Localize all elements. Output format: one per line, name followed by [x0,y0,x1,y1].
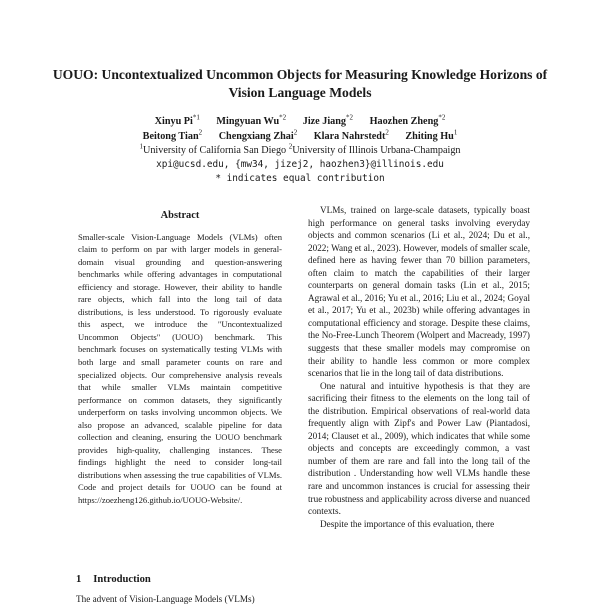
equal-contribution-note: * indicates equal contribution [215,173,385,184]
intro-first-line: The advent of Vision-Language Models (VLMs) [76,594,255,604]
author: Klara Nahrstedt$^2$ [313,128,389,142]
author: Haozhen Zheng$^{*2}$ [369,113,446,127]
affiliation-uiuc: University of Illinois Urbana-Champaign [292,145,461,156]
affiliation-mark: 1 [139,142,143,151]
author-mark: 2 [198,128,203,137]
affiliation-ucsd: University of California San Diego [142,145,289,156]
author: Mingyuan Wu$^{*2}$ [216,113,287,127]
author-mark: 2 [385,128,389,137]
author: Jize Jiang$^{*2}$ [302,113,354,127]
author-emails: xpi@ucsd.edu, {mw34, jizej2, haozhen3}@illinois.edu [156,159,444,170]
author: Xinyu Pi$^{*1}$ [154,113,200,127]
abstract-text: Smaller-scale Vision-Language Models (VLMs) often claim to perform on par with larger models in general-domain visual grounding and question-answering benchmarks while offering advantages in computational efficiency and storage. However, their ability to handle rare objects, which fall into the long tail of data distributions, is less understood. To rigorously evaluate this aspect, we introduce the "Uncontextualized Uncommon Objects" (UOUO) benchmark. This benchmark focuses on systematically testing VLMs with both large and small parameter counts on rare and specialized objects. Our comprehensive analysis reveals that while smaller VLMs maintain competitive performance on common datasets, they significantly underperform on tasks involving uncommon objects. We also propose an advanced, scalable pipeline for data collection and cleaning, ensuring the UOUO benchmark provides high-quality, challenging instances. These findings highlight the need to consider long-tail distributions when assessing the true capabilities of VLMs. Code and project details for UOUO can be found at https://zoezheng126.github.io/UOUO-Website/. [78,231,282,506]
author-mark: *2 [279,113,287,122]
body-paragraph: Despite the importance of this evaluation, there [320,518,495,529]
left-column [76,204,284,507]
paper-title: UOUO: Uncontextualized Uncommon Objects for Measuring Knowledge Horizons of Vision Language Models [52,67,548,100]
author: Beitong Tian$^2$ [142,128,203,142]
author-mark: *2 [346,113,354,122]
abstract-heading: Abstract [160,210,200,221]
author-mark: 1 [453,128,458,137]
section-number: 1 [76,574,82,585]
affiliation-mark: 2 [288,142,293,151]
author-mark: 2 [293,128,298,137]
body-paragraph: One natural and intuitive hypothesis is that they are sacrificing their fitness to the elements on the long tail of the distribution. Empirical observations of real-world data frequently align with Zipf's and Power Law (Piantadosi, 2014; Clauset et al., 2009), which indicates that while some objects and concepts are exceedingly common, a vast number of them are rare and fall into the long tail of the distribution . Understanding how well VLMs handle these rare and uncommon instances is crucial for assessing their true robustness and applicability across diverse and nuanced contexts. [308,380,530,517]
section-title: Introduction [93,574,151,585]
section-heading-introduction [76,574,151,585]
affiliations [40,144,560,158]
right-column [308,204,530,530]
author-mark: *1 [192,113,200,122]
author-list [40,114,560,144]
body-paragraph: VLMs, trained on large-scale datasets, typically boast high performance on general tasks involving everyday objects and common scenarios (Li et al., 2024; Du et al., 2022; Wang et al., 2023). However, models of smaller scale, defined here as having fewer than 70 billion parameters, often claim to match the capabilities of their larger counterparts on general domain tasks (Lin et al., 2015; Agrawal et al., 2016; Yu et al., 2016; Liu et al., 2024; Goyal et al., 2017; Yu et al., 2023b) while offering advantages in computational efficiency and storage. Despite these claims, the No-Free-Lunch Theorem (Wolpert and Macready, 1997) suggests that these smaller models may compromise on their ability to handle less common or more complex scenarios that lie in the long tail of data distributions. [308,205,530,379]
author: Chengxiang Zhai$^2$ [218,128,298,142]
author-mark: *2 [438,113,446,122]
author: Zhiting Hu$^1$ [405,128,458,142]
